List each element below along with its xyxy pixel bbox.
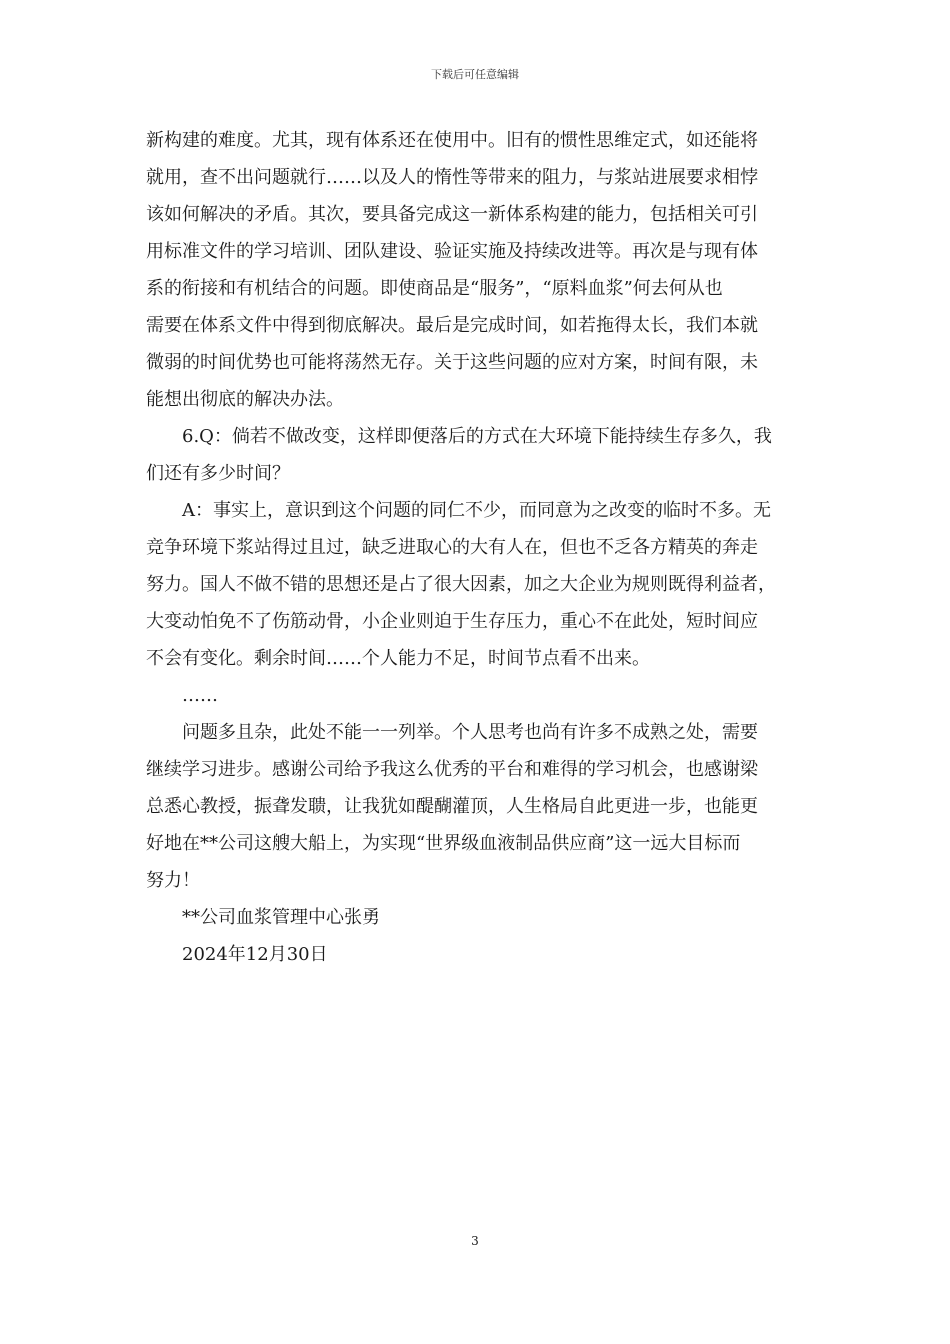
text-line: 大变动怕免不了伤筋动骨，小企业则迫于生存压力，重心不在此处，短时间应 — [146, 611, 758, 632]
text-line: 努力。国人不做不错的思想还是占了很大因素，加之大企业为规则既得利益者， — [146, 574, 776, 595]
text-line: A：事实上，意识到这个问题的同仁不少，而同意为之改变的临时不多。无 — [182, 500, 771, 521]
text-line: 好地在**公司这艘大船上，为实现“世界级血液制品供应商”这一远大目标而 — [146, 833, 741, 854]
document-body — [146, 122, 808, 973]
text-line: …… — [182, 685, 218, 706]
text-line: 2024年12月30日 — [182, 944, 328, 965]
text-line: 竞争环境下浆站得过且过，缺乏进取心的大有人在，但也不乏各方精英的奔走 — [146, 537, 758, 558]
text-line: 就用，查不出问题就行……以及人的惰性等带来的阻力，与浆站进展要求相悖 — [146, 167, 758, 188]
text-line: 继续学习进步。感谢公司给予我这么优秀的平台和难得的学习机会，也感谢梁 — [146, 759, 758, 780]
text-line: 新构建的难度。尤其，现有体系还在使用中。旧有的惯性思维定式，如还能将 — [146, 130, 758, 151]
page-header: 下载后可任意编辑 — [431, 68, 519, 81]
text-line: 6.Q：倘若不做改变，这样即便落后的方式在大环境下能持续生存多久，我 — [182, 426, 772, 447]
text-line: 不会有变化。剩余时间……个人能力不足，时间节点看不出来。 — [146, 648, 650, 669]
text-line: 系的衔接和有机结合的问题。即使商品是“服务”，“原料血浆”何去何从也 — [146, 278, 723, 299]
text-line: 用标准文件的学习培训、团队建设、验证实施及持续改进等。再次是与现有体 — [146, 241, 758, 262]
page-number: 3 — [471, 1234, 479, 1248]
text-line: **公司血浆管理中心张勇 — [182, 907, 380, 928]
text-line: 总悉心教授，振聋发聩，让我犹如醍醐灌顶，人生格局自此更进一步，也能更 — [146, 796, 758, 817]
text-line: 努力！ — [146, 870, 200, 891]
text-line: 微弱的时间优势也可能将荡然无存。关于这些问题的应对方案，时间有限，未 — [146, 352, 758, 373]
text-line: 该如何解决的矛盾。其次，要具备完成这一新体系构建的能力，包括相关可引 — [146, 204, 758, 225]
text-line: 能想出彻底的解决办法。 — [146, 389, 344, 410]
text-line: 们还有多少时间？ — [146, 463, 290, 484]
text-line: 问题多且杂，此处不能一一列举。个人思考也尚有许多不成熟之处，需要 — [182, 722, 758, 743]
text-line: 需要在体系文件中得到彻底解决。最后是完成时间，如若拖得太长，我们本就 — [146, 315, 758, 336]
